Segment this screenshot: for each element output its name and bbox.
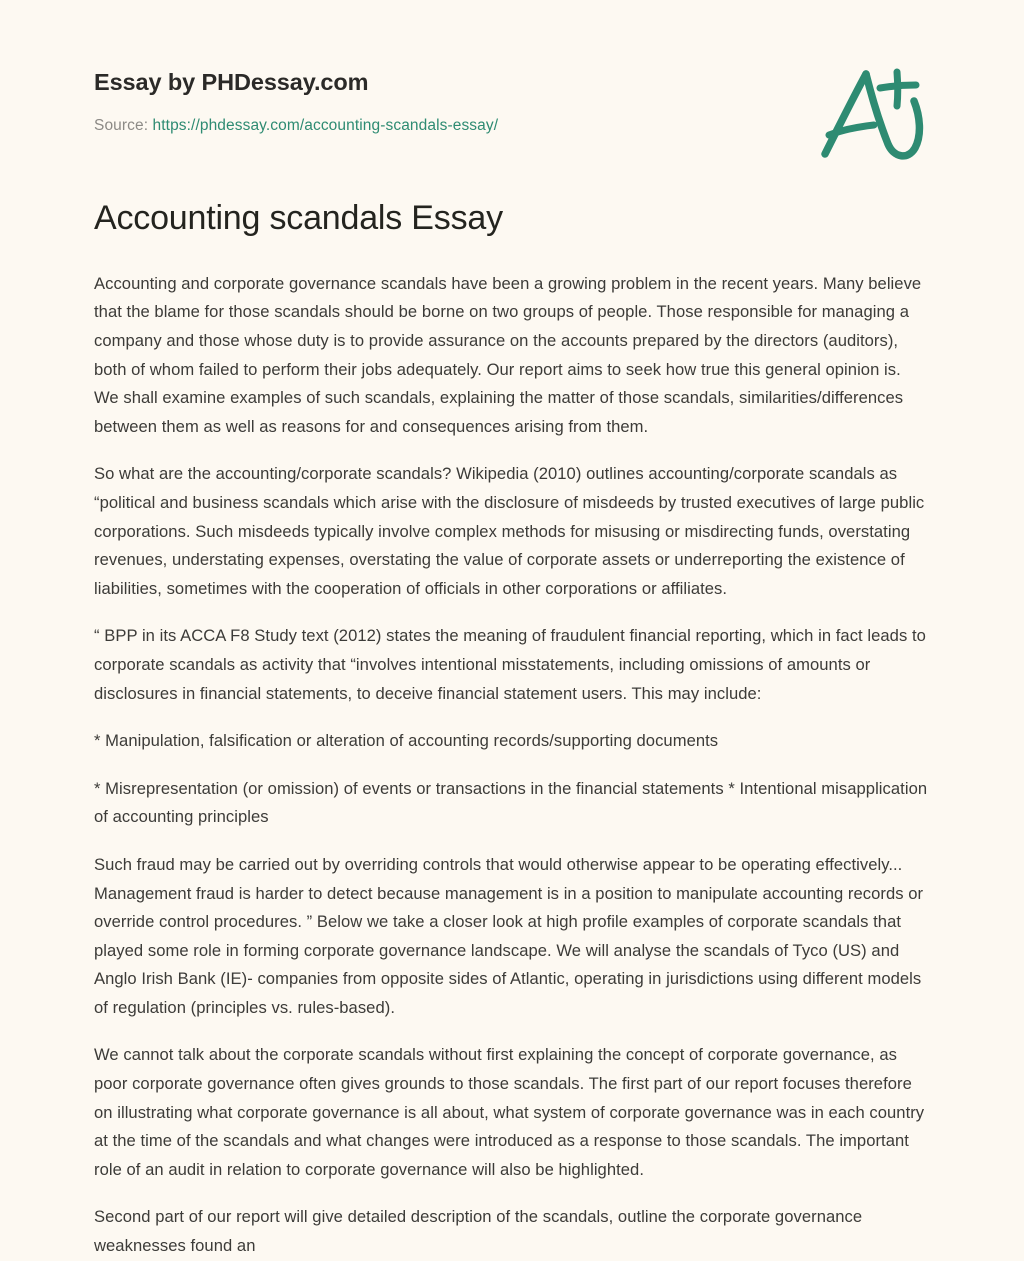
source-line [94, 116, 930, 136]
article-paragraph: Second part of our report will give detailed description of the scandals, outline the corporate governance weaknesses found an [94, 1207, 863, 1256]
page-header [94, 0, 930, 136]
article-paragraph: “ BPP in its ACCA F8 Study text (2012) states the meaning of fraudulent financial reporting, which in fact leads to corporate scandals as activity that “involves intentional misstatements, including omissions of amounts or disclosures in financial statements, to deceive financial statement users. This may include: [94, 626, 926, 703]
article-paragraph: So what are the accounting/corporate scandals? Wikipedia (2010) outlines accounting/corporate scandals as “political and business scandals which arise with the disclosure of misdeeds by trusted executives of large public corporations. Such misdeeds typically involve complex methods for misusing or misdirecting funds, overstating revenues, understating expenses, overstating the value of corporate assets or underreporting the existence of liabilities, sometimes with the cooperation of officials in other corporations or affiliates. [94, 464, 925, 598]
article-body [94, 270, 930, 1261]
source-link[interactable]: https://phdessay.com/accounting-scandals-essay/ [152, 117, 499, 135]
article-paragraph: * Misrepresentation (or omission) of events or transactions in the financial statements * Intentional misapplication of accounting principles [94, 778, 928, 827]
article [94, 197, 930, 1260]
brand-title: Essay by PHDessay.com [94, 69, 369, 95]
article-paragraph: Such fraud may be carried out by overriding controls that would otherwise appear to be operating effectively... Management fraud is harder to detect because management is in a position to manipulate accounting records or override control procedures. ” Below we take a closer look at high profile examples of corporate scandals that played some role in forming corporate governance landscape. We will analyse the scandals of Tyco (US) and Anglo Irish Bank (IE)- companies from opposite sides of Atlantic, operating in jurisdictions using different models of regulation (principles vs. rules-based). [94, 854, 924, 1017]
article-paragraph: We cannot talk about the corporate scandals without first explaining the concept of corporate governance, as poor corporate governance often gives grounds to those scandals. The first part of our report focuses therefore on illustrating what corporate governance is all about, what system of corporate governance was in each country at the time of the scandals and what changes were introduced as a response to those scandals. The important role of an audit in relation to corporate governance will also be highlighted. [94, 1045, 925, 1179]
source-label: Source: [94, 117, 149, 135]
page-title: Accounting scandals Essay [94, 199, 503, 238]
article-paragraph: * Manipulation, falsification or alteration of accounting records/supporting documents [94, 731, 719, 751]
article-paragraph: Accounting and corporate governance scandals have been a growing problem in the recent years. Many believe that the blame for those scandals should be borne on two groups of people. Those responsible for managing a company and those whose duty is to provide assurance on the accounts prepared by the directors (auditors), both of whom failed to perform their jobs adequately. Our report aims to seek how true this general opinion is. We shall examine examples of such scandals, explaining the matter of those scandals, similarities/differences between them as well as reasons for and consequences arising from them. [94, 273, 922, 436]
